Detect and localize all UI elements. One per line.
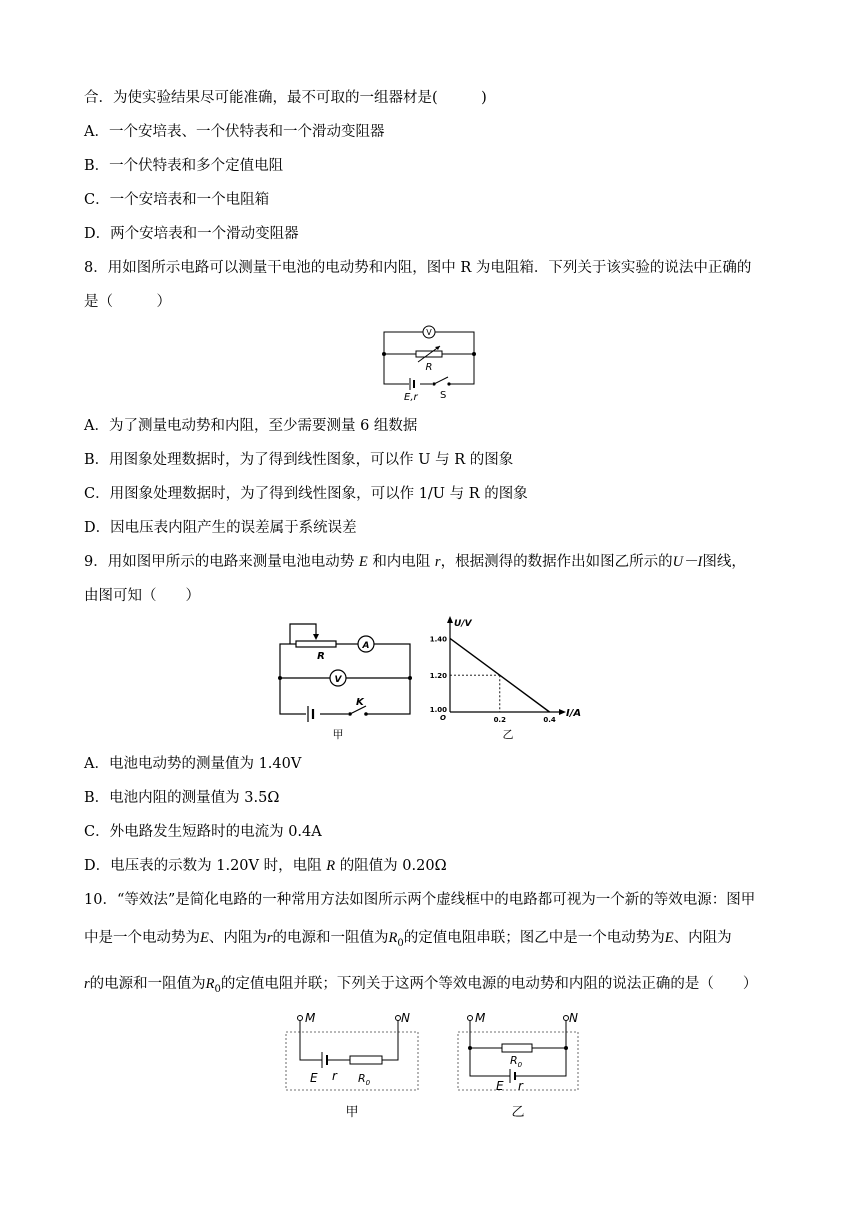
q8-option-a: A．为了测量电动势和内阻，至少需要测量 6 组数据 <box>84 418 418 434</box>
q9-symbol-ui: U－I <box>672 554 703 570</box>
q8-circuit-diagram <box>376 322 486 402</box>
q8-option-d: D．因电压表内阻产生的误差属于系统误差 <box>84 520 357 536</box>
q10-parallel-r0-sub: 0 <box>517 1061 523 1069</box>
q10-l2-d: 的定值电阻串联；图乙中是一个电动势为 <box>403 930 665 946</box>
q9-option-c: C．外电路发生短路时的电流为 0.4A <box>84 824 322 840</box>
q9-figure-caption-right: 乙 <box>502 728 514 741</box>
q10-parallel-n-label: N <box>569 1011 578 1025</box>
q8-switch-label: S <box>440 390 447 401</box>
q10-series-n-label: N <box>401 1011 410 1025</box>
q10-parallel-e-label: E <box>496 1079 504 1093</box>
q8-voltmeter-label: V <box>426 328 432 337</box>
q9-option-d <box>84 856 447 876</box>
q9-stem-line1 <box>84 552 746 572</box>
q9-symbol-e: E <box>358 554 368 570</box>
q10-stem-line1: 10．“等效法”是简化电路的一种常用方法如图所示两个虚线框中的电路都可视为一个新的等效电源：图甲 <box>84 892 756 908</box>
q9-rheostat-label: R <box>317 651 325 662</box>
q10-l3-r0: R <box>205 976 215 992</box>
q7-stem-tail: 合．为使实验结果尽可能准确，最不可取的一组器材是( ) <box>84 90 487 106</box>
q9-ammeter-label: A <box>362 641 370 651</box>
q9-figure-caption-left: 甲 <box>332 728 344 741</box>
q10-parallel-r0-label <box>510 1054 523 1069</box>
q10-l2-e2: E <box>664 930 674 946</box>
q9-ui-chart <box>420 612 596 742</box>
q8-option-c: C．用图象处理数据时，为了得到线性图象，可以作 1/U 与 R 的图象 <box>84 486 528 502</box>
q9-y-tick-label: 1.40 <box>429 635 447 644</box>
q10-caption-series: 甲 <box>345 1105 359 1120</box>
q7-option-b: B．一个伏特表和多个定值电阻 <box>84 158 284 174</box>
q9-circuit-diagram <box>276 618 422 742</box>
q10-stem-line3 <box>84 974 757 1000</box>
q8-option-b: B．用图象处理数据时，为了得到线性图象，可以作 U 与 R 的图象 <box>84 452 514 468</box>
q10-caption-parallel: 乙 <box>511 1105 525 1120</box>
q10-l3-r0-sub: 0 <box>214 983 221 995</box>
q9-stem-part-a: 9．用如图甲所示的电路来测量电池电动势 <box>84 554 355 570</box>
q8-resistor-label: R <box>425 362 433 373</box>
q10-l2-e-tail: 、内阻为 <box>673 930 732 946</box>
q9-y-tick-label: 1.20 <box>429 672 447 681</box>
q10-l2-r: r <box>266 930 273 946</box>
q9-stem-line2: 由图可知（ ） <box>84 588 200 604</box>
q10-l2-r0-sub: 0 <box>397 937 404 949</box>
q8-stem-line1: 8．用如图所示电路可以测量干电池的电动势和内阻，图中 R 为电阻箱．下列关于该实验的说法中正确的 <box>84 260 752 276</box>
q10-parallel-r-label: r <box>518 1079 523 1093</box>
q9-x-tick-label: 0.4 <box>543 716 556 724</box>
q10-series-e-label: E <box>310 1071 318 1085</box>
q9-option-d-part-b: 的阻值为 0.20Ω <box>339 858 447 874</box>
q10-l2-r0: R <box>388 930 398 946</box>
q9-stem-part-c: ，根据测得的数据作出如图乙所示的 <box>440 554 673 570</box>
q9-origin-label: O <box>440 714 446 722</box>
q10-series-r0-letter: R <box>358 1072 366 1085</box>
q10-series-r0-label <box>358 1072 371 1087</box>
q10-stem-line2 <box>84 928 732 954</box>
q7-option-a: A．一个安培表、一个伏特表和一个滑动变阻器 <box>84 124 385 140</box>
q9-x-axis-label: I/A <box>566 708 582 719</box>
q9-option-d-part-a: D．电压表的示数为 1.20V 时，电阻 <box>84 858 322 874</box>
q10-figure-parallel <box>452 1010 598 1120</box>
q7-option-c: C．一个安培表和一个电阻箱 <box>84 192 270 208</box>
q9-symbol-r: r <box>434 554 441 570</box>
q10-l2-c: 的电源和一阻值为 <box>272 930 389 946</box>
q10-series-r-label: r <box>332 1069 337 1083</box>
q9-option-d-symbol-r: R <box>326 858 336 874</box>
q7-option-d: D．两个安培表和一个滑动变阻器 <box>84 226 299 242</box>
q10-series-r0-sub: 0 <box>365 1079 371 1087</box>
q10-parallel-m-label: M <box>475 1011 486 1025</box>
q10-l3-r: r <box>84 976 90 992</box>
q10-l2-e: E <box>200 930 209 946</box>
q9-y-tick-label: 1.00 <box>429 706 447 714</box>
q9-voltmeter-label: V <box>334 675 342 685</box>
q10-l2-a: 中是一个电动势为 <box>84 930 200 946</box>
q10-l2-b: 、内阻为 <box>208 930 267 946</box>
q8-stem-line2: 是（ ） <box>84 294 171 310</box>
q10-l3-b: 的电源和一阻值为 <box>89 976 206 992</box>
q9-stem-part-d: 图线， <box>702 554 746 570</box>
q9-option-b: B．电池内阻的测量值为 3.5Ω <box>84 790 280 806</box>
q10-l3-c: 的定值电阻并联；下列关于这两个等效电源的电动势和内阻的说法正确的是（ ） <box>220 976 758 992</box>
q10-parallel-r0-letter: R <box>510 1054 518 1067</box>
q10-figure-series <box>280 1010 426 1120</box>
q9-option-a: A．电池电动势的测量值为 1.40V <box>84 756 302 772</box>
q9-y-axis-label: U/V <box>454 619 472 629</box>
q9-switch-label: K <box>356 697 364 708</box>
q8-battery-label: E,r <box>404 392 418 402</box>
q10-series-m-label: M <box>305 1011 316 1025</box>
q9-x-tick-label: 0.2 <box>493 716 506 724</box>
q9-stem-part-b: 和内电阻 <box>372 554 431 570</box>
